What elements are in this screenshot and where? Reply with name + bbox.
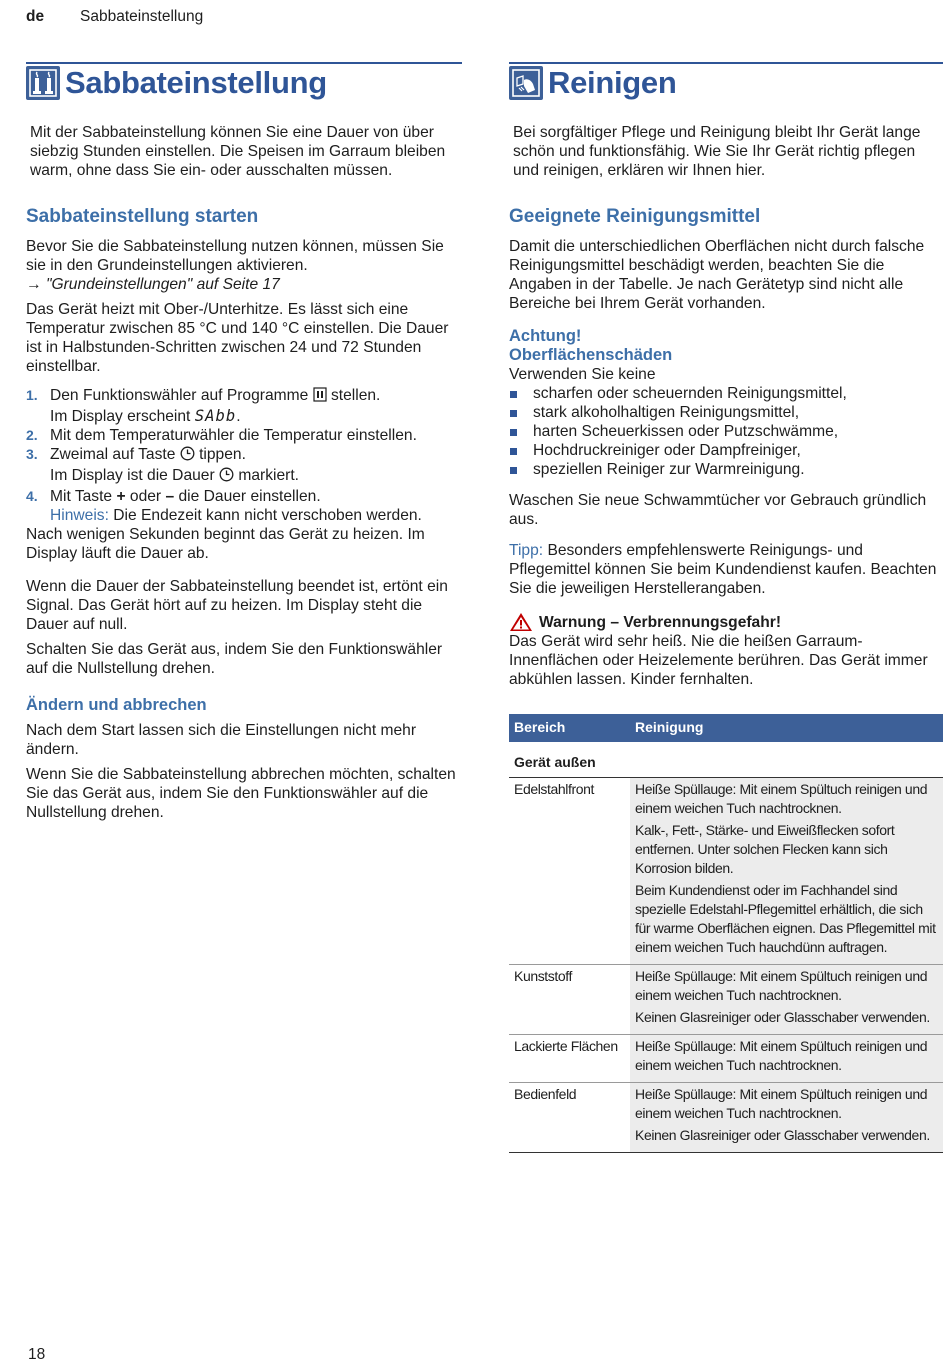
language-code: de [26,8,45,25]
tip-paragraph: Tipp: Besonders empfehlenswerte Reinigungs- und Pflegemittel können Sie beim Kundendienst kaufen. Beachten Sie die jeweiligen Herstellerangaben. [509,542,937,597]
list-item: 1. Den Funktionswähler auf Programme stellen. Im Display erscheint SAbb. [26,387,381,425]
clock-icon [180,446,195,466]
list-item: 2. Mit dem Temperaturwähler die Temperatur einstellen. [26,427,417,444]
paragraph: Schalten Sie das Gerät aus, indem Sie den Funktionswähler auf die Nullstellung drehen. [26,641,443,677]
sabbath-icon [26,66,60,100]
section-rule [26,62,462,64]
clock-icon [219,467,234,487]
paragraph: Wenn die Dauer der Sabbateinstellung beendet ist, ertönt ein Signal. Das Gerät hört auf zu heizen. Im Display steht die Dauer auf null. [26,578,448,633]
warning-text: Das Gerät wird sehr heiß. Nie die heißen Garraum-Innenflächen oder Heizelemente berühren. Das Gerät immer abkühlen lassen. Kinder fernhalten. [509,633,928,688]
paragraph: Nach wenigen Sekunden beginnt das Gerät zu heizen. Im Display läuft die Dauer ab. [26,526,425,562]
page-number: 18 [28,1346,46,1363]
warning-title: Warnung – Verbrennungsgefahr! [539,613,782,631]
intro-text: Bei sorgfältiger Pflege und Reinigung bleibt Ihr Gerät lange schön und funktionsfähig. Wie Sie Ihr Gerät richtig pflegen und reinigen, erklären wir Ihnen hier. [513,124,921,179]
table-row: Bedienfeld Heiße Spüllauge: Mit einem Spültuch reinigen und einem weichen Tuch nachtrocknen. Keinen Glasreiniger oder Glasschaber verwenden. [509,1083,943,1153]
list-item: speziellen Reiniger zur Warmreinigung. [509,460,943,479]
caution-subtitle: Oberflächenschäden [509,346,673,364]
paragraph: Nach dem Start lassen sich die Einstellungen nicht mehr ändern. [26,722,417,758]
section-rule [509,62,943,64]
subsection-title: Ändern und abbrechen [26,696,207,714]
caution-lead: Verwenden Sie keine [509,366,656,383]
plus-icon: + [116,488,126,505]
section-title: Reinigen [548,65,677,100]
list-item: Hochdruckreiniger oder Dampfreiniger, [509,441,943,460]
page-reference-link[interactable]: "Grundeinstellungen" auf Seite 17 [45,276,280,293]
page-header [26,7,204,26]
subsection-title: Sabbateinstellung starten [26,206,259,227]
caution-block [509,327,943,479]
programme-icon [313,387,327,407]
table-header-row [509,714,943,742]
paragraph: Das Gerät heizt mit Ober-/Unterhitze. Es lässt sich eine Temperatur zwischen 85 °C und 140 °C einstellen. Die Dauer ist in Halbstunden-Schritten zwischen 24 und 72 Stunden einstellbar. [26,301,449,375]
paragraph: Damit die unterschiedlichen Oberflächen nicht durch falsche Reinigungsmittel beschädigt werden, beachten Sie die Angaben in der Tabelle. Je nach Gerätetyp sind nicht alle Bereiche bei Ihrem Gerät vorhanden. [509,238,925,312]
subsection-title: Geeignete Reinigungsmittel [509,206,761,227]
tip-label: Tipp: [509,542,544,559]
caution-title: Achtung! [509,327,582,345]
hint-label: Hinweis: [50,507,109,524]
step-list [26,386,462,525]
list-item: harten Scheuerkissen oder Putzschwämme, [509,422,943,441]
paragraph: Bevor Sie die Sabbateinstellung nutzen können, müssen Sie sie in den Grundeinstellungen aktivieren. → "Grundeinstellungen" auf Seite 17 [26,238,444,293]
arrow-icon: → [26,276,42,293]
table-row: Edelstahlfront Heiße Spüllauge: Mit einem Spültuch reinigen und einem weichen Tuch nachtrocknen. Kalk-, Fett-, Stärke- und Eiweißflecken sofort entfernen. Unter solchen Flecken kann sich Korrosion bilden. Beim Kundendienst oder im Fachhandel sind spezielle Edelstahl-Pflegemittel erhältlich, die sich für warme Oberflächen eignen. Das Pflegemittel mit einem weichen Tuch hauchdünn auftragen. [509,778,943,965]
list-item: 3. Zweimal auf Taste tippen. Im Display ist die Dauer markiert. [26,445,462,487]
header-title: Sabbateinstellung [80,8,204,25]
list-item: stark alkoholhaltigen Reinigungsmittel, [509,403,943,422]
table-row: Kunststoff Heiße Spüllauge: Mit einem Spültuch reinigen und einem weichen Tuch nachtrocknen. Keinen Glasreiniger oder Glasschaber verwenden. [509,965,943,1035]
column-header-area: Bereich [509,714,630,742]
table-group-row: Gerät außen [509,742,943,778]
intro-text: Mit der Sabbateinstellung können Sie eine Dauer von über siebzig Stunden einstellen. Die Speisen im Garraum bleiben warm, ohne dass Sie ein- oder ausschalten müssen. [30,124,446,179]
minus-icon: – [165,488,175,505]
warning-title-row [509,612,943,632]
list-item: scharfen oder scheuernden Reinigungsmittel, [509,384,943,403]
sabbath-section [26,62,462,828]
cleaning-section [509,62,943,695]
cleaning-table [509,714,943,1153]
paragraph: Waschen Sie neue Schwammtücher vor Gebrauch gründlich aus. [509,492,927,528]
warning-icon [509,612,533,632]
list-item: 4. Mit Taste + oder – die Dauer einstellen. Hinweis: Die Endezeit kann nicht verschoben werden. [26,488,422,524]
table-row: Lackierte Flächen Heiße Spüllauge: Mit einem Spültuch reinigen und einem weichen Tuch nachtrocknen. [509,1035,943,1083]
section-title: Sabbateinstellung [65,65,327,100]
cleaning-icon [509,66,543,100]
display-text: SAbb [194,407,237,425]
caution-list [509,384,943,479]
paragraph: Wenn Sie die Sabbateinstellung abbrechen möchten, schalten Sie das Gerät aus, indem Sie den Funktionswähler auf die Nullstellung drehen. [26,766,456,821]
column-header-cleaning: Reinigung [630,714,943,742]
